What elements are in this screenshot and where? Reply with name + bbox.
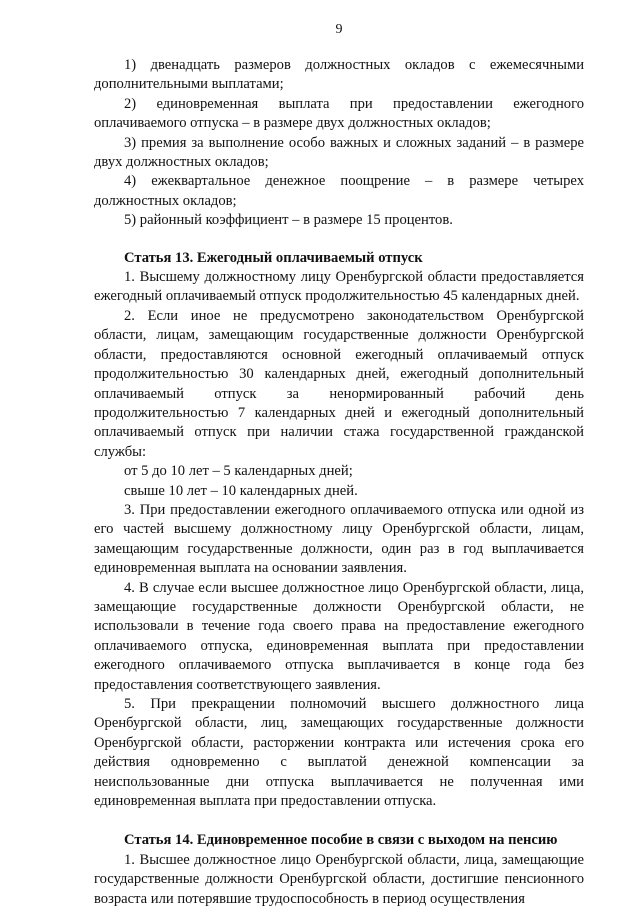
article-13-paragraph-3: 3. При предоставлении ежегодного оплачиваемого отпуска или одной из его частей высшему должностному лицу Оренбургской области, лицам, замещающим государственные должности, один раз в год выплачивается единовременная выплата на основании заявления. — [94, 501, 584, 577]
list-item: 1) двенадцать размеров должностных окладов с ежемесячными дополнительными выплатами; — [94, 57, 584, 93]
article-13-paragraph-1: 1. Высшему должностному лицу Оренбургской области предоставляется ежегодный оплачиваемый отпуск продолжительностью 45 календарных дней. — [94, 269, 584, 305]
remuneration-list — [94, 56, 584, 231]
article-14 — [94, 831, 584, 909]
page-number: 9 — [335, 22, 343, 37]
article-13-paragraph-2-item-a: от 5 до 10 лет – 5 календарных дней; — [124, 463, 353, 480]
article-13 — [94, 249, 584, 812]
list-item: 5) районный коэффициент – в размере 15 процентов. — [124, 212, 453, 229]
list-item: 3) премия за выполнение особо важных и сложных заданий – в размере двух должностных окладов; — [94, 134, 584, 171]
list-item: 2) единовременная выплата при предоставлении ежегодного оплачиваемого отпуска – в размере двух должностных окладов; — [94, 95, 584, 132]
article-14-paragraph-1: 1. Высшее должностное лицо Оренбургской области, лица, замещающие государственные должности Оренбургской области, достигшие пенсионного возраста или потерявшие трудоспособность в период осуществления — [94, 851, 584, 907]
list-item: 4) ежеквартальное денежное поощрение – в размере четырех должностных окладов; — [94, 173, 584, 209]
article-13-paragraph-2-item-b: свыше 10 лет – 10 календарных дней. — [124, 482, 358, 499]
article-13-paragraph-2: 2. Если иное не предусмотрено законодательством Оренбургской области, лицам, замещающим государственные должности Оренбургской области, предоставляются основной ежегодный оплачиваемый отпуск продолжительностью 30 календарных дней, ежегодный дополнительный оплачиваемый отпуск за ненормированный рабочий день продолжительностью 7 календарных дней и ежегодный дополнительный оплачиваемый отпуск при наличии стажа государственной гражданской службы: — [94, 307, 584, 460]
article-14-title: Статья 14. Единовременное пособие в связи с выходом на пенсию — [124, 832, 558, 849]
article-13-title: Статья 13. Ежегодный оплачиваемый отпуск — [124, 249, 423, 266]
article-13-paragraph-5: 5. При прекращении полномочий высшего должностного лица Оренбургской области, лиц, замещающих государственные должности Оренбургской области, расторжении контракта или истечения срока его действия одновременно с выплатой денежной компенсации за неиспользованные дни отпуска выплачивается не полученная ими единовременная выплата при предоставлении отпуска. — [94, 696, 584, 810]
article-13-paragraph-4: 4. В случае если высшее должностное лицо Оренбургской области, лица, замещающие государственные должности Оренбургской области, не использовали в течение года своего права на предоставление ежегодного оплачиваемого отпуска, единовременная выплата при предоставлении ежегодного оплачиваемого отпуска выплачивается в конце года без предоставления соответствующего заявления. — [94, 579, 584, 693]
